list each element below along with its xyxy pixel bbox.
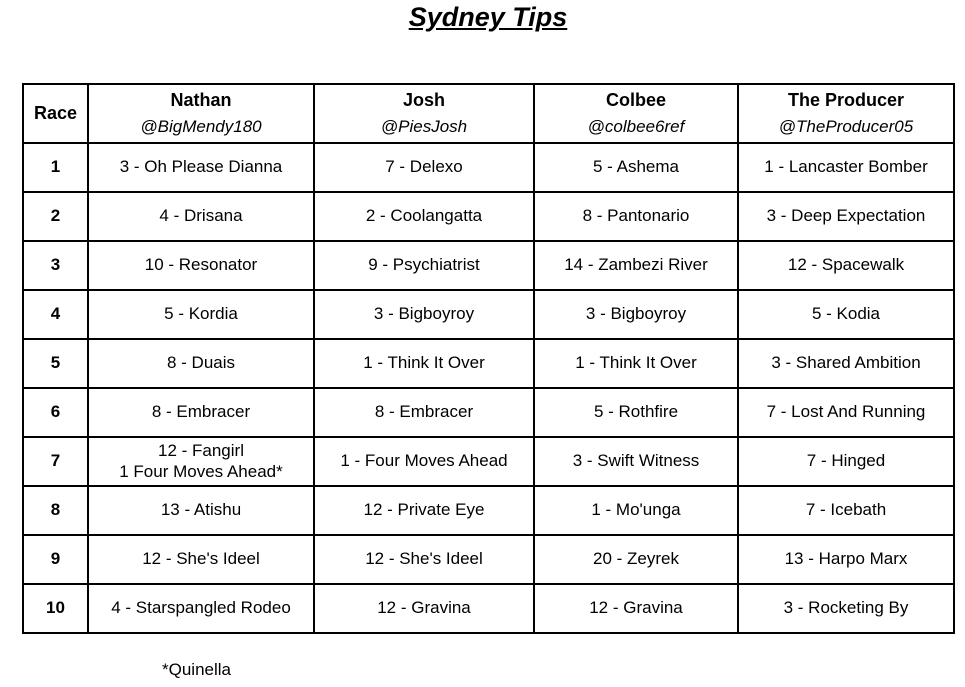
tip-cell: 1 - Think It Over: [314, 339, 534, 388]
table-row: [23, 486, 954, 535]
race-number: 8: [23, 486, 88, 535]
tip-cell: 7 - Hinged: [738, 437, 954, 486]
table-row: [23, 388, 954, 437]
race-number: 1: [23, 143, 88, 192]
tip-cell: 5 - Ashema: [534, 143, 738, 192]
tip-cell: 7 - Lost And Running: [738, 388, 954, 437]
tipster-name: Nathan: [170, 89, 232, 110]
race-number: 4: [23, 290, 88, 339]
table-header-row: [23, 84, 954, 143]
tip-cell: 12 - Spacewalk: [738, 241, 954, 290]
tip-cell: 20 - Zeyrek: [534, 535, 738, 584]
tip-cell: 12 - She's Ideel: [314, 535, 534, 584]
tip-cell: 14 - Zambezi River: [534, 241, 738, 290]
tip-cell: 2 - Coolangatta: [314, 192, 534, 241]
table-row: [23, 241, 954, 290]
race-number: 10: [23, 584, 88, 633]
tip-cell: 7 - Delexo: [314, 143, 534, 192]
tip-cell: 8 - Embracer: [88, 388, 314, 437]
tip-cell: 1 - Lancaster Bomber: [738, 143, 954, 192]
tip-cell: 10 - Resonator: [88, 241, 314, 290]
tip-cell: 5 - Kodia: [738, 290, 954, 339]
tip-cell: [88, 437, 314, 486]
tip-cell: 12 - Gravina: [314, 584, 534, 633]
tip-cell: 8 - Embracer: [314, 388, 534, 437]
race-column-header: [23, 84, 88, 143]
table-row: [23, 535, 954, 584]
tipster-handle: @TheProducer05: [778, 117, 914, 137]
quinella-footnote: *Quinella: [162, 660, 231, 679]
tip-cell: 3 - Shared Ambition: [738, 339, 954, 388]
tipster-name: The Producer: [787, 89, 905, 110]
tip-cell: 12 - Private Eye: [314, 486, 534, 535]
tip-cell: 3 - Swift Witness: [534, 437, 738, 486]
tip-line: 12 - Fangirl: [158, 441, 244, 461]
tipster-name: Josh: [402, 89, 445, 110]
race-number: 3: [23, 241, 88, 290]
race-header-label: Race: [33, 102, 78, 123]
tip-cell: 3 - Rocketing By: [738, 584, 954, 633]
race-number: 9: [23, 535, 88, 584]
tipster-header-the-producer: [738, 84, 954, 143]
race-number: 2: [23, 192, 88, 241]
tipster-handle: @colbee6ref: [587, 117, 685, 137]
tipster-handle: @BigMendy180: [140, 117, 262, 137]
table-row: [23, 192, 954, 241]
tipster-header-nathan: [88, 84, 314, 143]
tip-cell: 3 - Deep Expectation: [738, 192, 954, 241]
tip-cell: 8 - Pantonario: [534, 192, 738, 241]
page-title: Sydney Tips: [408, 2, 568, 32]
race-number: 6: [23, 388, 88, 437]
tipster-handle: @PiesJosh: [380, 117, 468, 137]
tip-cell: 4 - Starspangled Rodeo: [88, 584, 314, 633]
table-row: [23, 437, 954, 486]
tip-cell: 5 - Rothfire: [534, 388, 738, 437]
table-row: [23, 143, 954, 192]
tipster-header-colbee: [534, 84, 738, 143]
tip-cell: 8 - Duais: [88, 339, 314, 388]
tipster-name: Colbee: [605, 89, 666, 110]
tip-cell: 5 - Kordia: [88, 290, 314, 339]
race-number: 7: [23, 437, 88, 486]
tip-cell: 3 - Oh Please Dianna: [88, 143, 314, 192]
tip-cell: 9 - Psychiatrist: [314, 241, 534, 290]
tip-cell: 1 - Four Moves Ahead: [314, 437, 534, 486]
tip-cell: 12 - She's Ideel: [88, 535, 314, 584]
tip-cell: 7 - Icebath: [738, 486, 954, 535]
tip-cell: 13 - Atishu: [88, 486, 314, 535]
tipster-header-josh: [314, 84, 534, 143]
tip-cell: 1 - Think It Over: [534, 339, 738, 388]
table-row: [23, 584, 954, 633]
race-number: 5: [23, 339, 88, 388]
tips-table: [22, 83, 955, 634]
tip-cell: 13 - Harpo Marx: [738, 535, 954, 584]
tip-cell: 1 - Mo'unga: [534, 486, 738, 535]
quinella-tip-line: 1 Four Moves Ahead*: [119, 461, 283, 481]
table-row: [23, 290, 954, 339]
tip-cell: 3 - Bigboyroy: [534, 290, 738, 339]
table-row: [23, 339, 954, 388]
tip-cell: 4 - Drisana: [88, 192, 314, 241]
tip-cell: 3 - Bigboyroy: [314, 290, 534, 339]
tip-cell: 12 - Gravina: [534, 584, 738, 633]
